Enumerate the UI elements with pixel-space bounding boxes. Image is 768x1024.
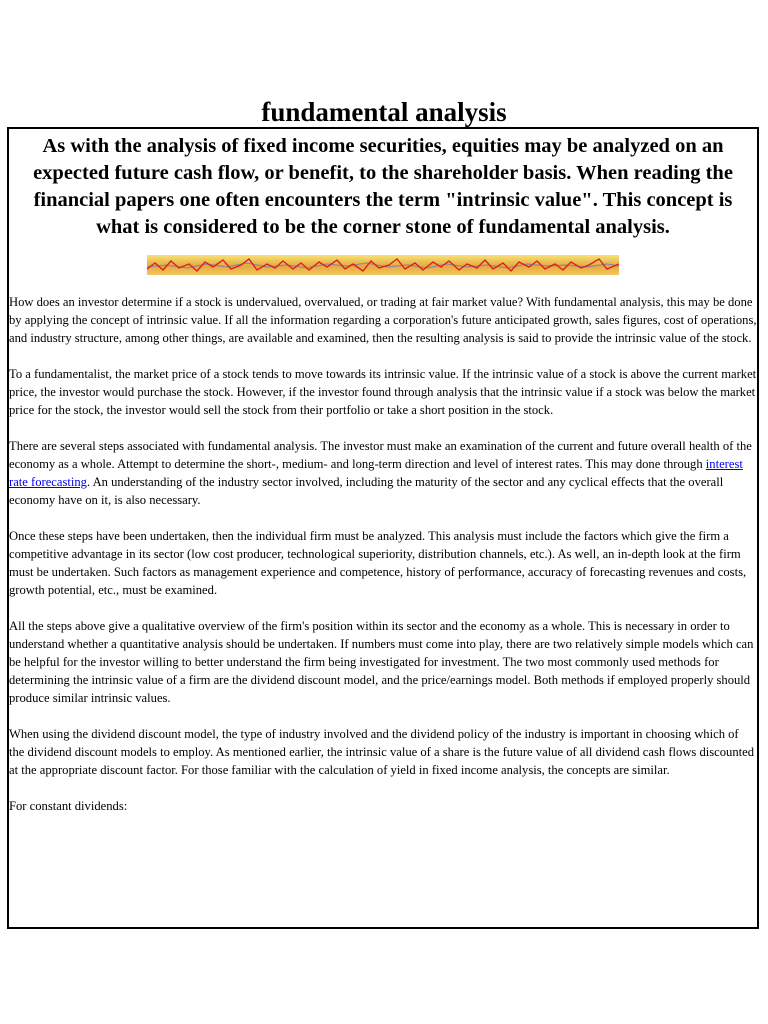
line-graph-divider-icon	[147, 255, 619, 275]
paragraph-7: For constant dividends:	[9, 799, 128, 813]
content-frame	[7, 127, 759, 929]
article-body	[9, 293, 757, 815]
paragraph-3	[9, 437, 757, 509]
intro-text: As with the analysis of fixed income securities, equities may be analyzed on an expected future cash flow, or benefit, to the shareholder basis. When reading the financial papers one often encounters the term "intrinsic value". This concept is what is considered to be the corner stone of fundamental analysis.	[33, 135, 733, 238]
paragraph-3-text-after: . An understanding of the industry sector involved, including the maturity of the sector and any cyclical effects that the overall economy have on it, is also necessary.	[9, 475, 724, 507]
paragraph-4: Once these steps have been undertaken, then the individual firm must be analyzed. This analysis must include the factors which give the firm a competitive advantage in its sector (low cost producer, technological superiority, distribution channels, etc.). As well, an in-depth look at the firm must be undertaken. Such factors as management experience and competence, history of performance, accuracy of forecasting revenues and costs, growth potential, etc., must be examined.	[9, 529, 747, 597]
paragraph-2: To a fundamentalist, the market price of a stock tends to move towards its intrinsic value. If the intrinsic value of a stock is above the current market price, the investor would purchase the stock. However, if the investor found through analysis that the intrinsic value if a stock was below the market price for the stock, the investor would sell the stock from their portfolio or take a short position in the stock.	[9, 367, 757, 417]
banner-divider	[9, 255, 757, 275]
paragraph-3-text-before: There are several steps associated with fundamental analysis. The investor must make an examination of the current and future overall health of the economy as a whole. Attempt to determine the short-, medium- and long-term direction and level of interest rates. This may done through	[9, 439, 752, 471]
page-title: fundamental analysis	[261, 97, 507, 127]
paragraph-6: When using the dividend discount model, the type of industry involved and the dividend policy of the industry is important in choosing which of the dividend discount models to employ. As mentioned earlier, the intrinsic value of a share is the future value of all dividend cash flows discounted at the appropriate discount factor. For those familiar with the calculation of yield in fixed income analysis, the concepts are similar.	[9, 727, 755, 777]
paragraph-1: How does an investor determine if a stock is undervalued, overvalued, or trading at fair market value? With fundamental analysis, this may be done by applying the concept of intrinsic value. If all the information regarding a corporation's future anticipated growth, sales figures, cost of operations, and industry structure, among other things, are available and examined, then the resulting analysis is said to provide the intrinsic value of the stock.	[9, 295, 757, 345]
interest-rate-forecasting-link[interactable]: interest rate forecasting	[9, 457, 743, 489]
paragraph-5: All the steps above give a qualitative overview of the firm's position within its sector and the economy as a whole. This is necessary in order to understand whether a quantitative analysis should be undertaken. If numbers must come into play, there are two relatively simple models which can be helpful for the investor willing to better understand the firm being investigated for investment. The two most commonly used methods for determining the intrinsic value of a firm are the dividend discount model, and the price/earnings model. Both methods if employed properly should produce similar intrinsic values.	[9, 619, 754, 705]
